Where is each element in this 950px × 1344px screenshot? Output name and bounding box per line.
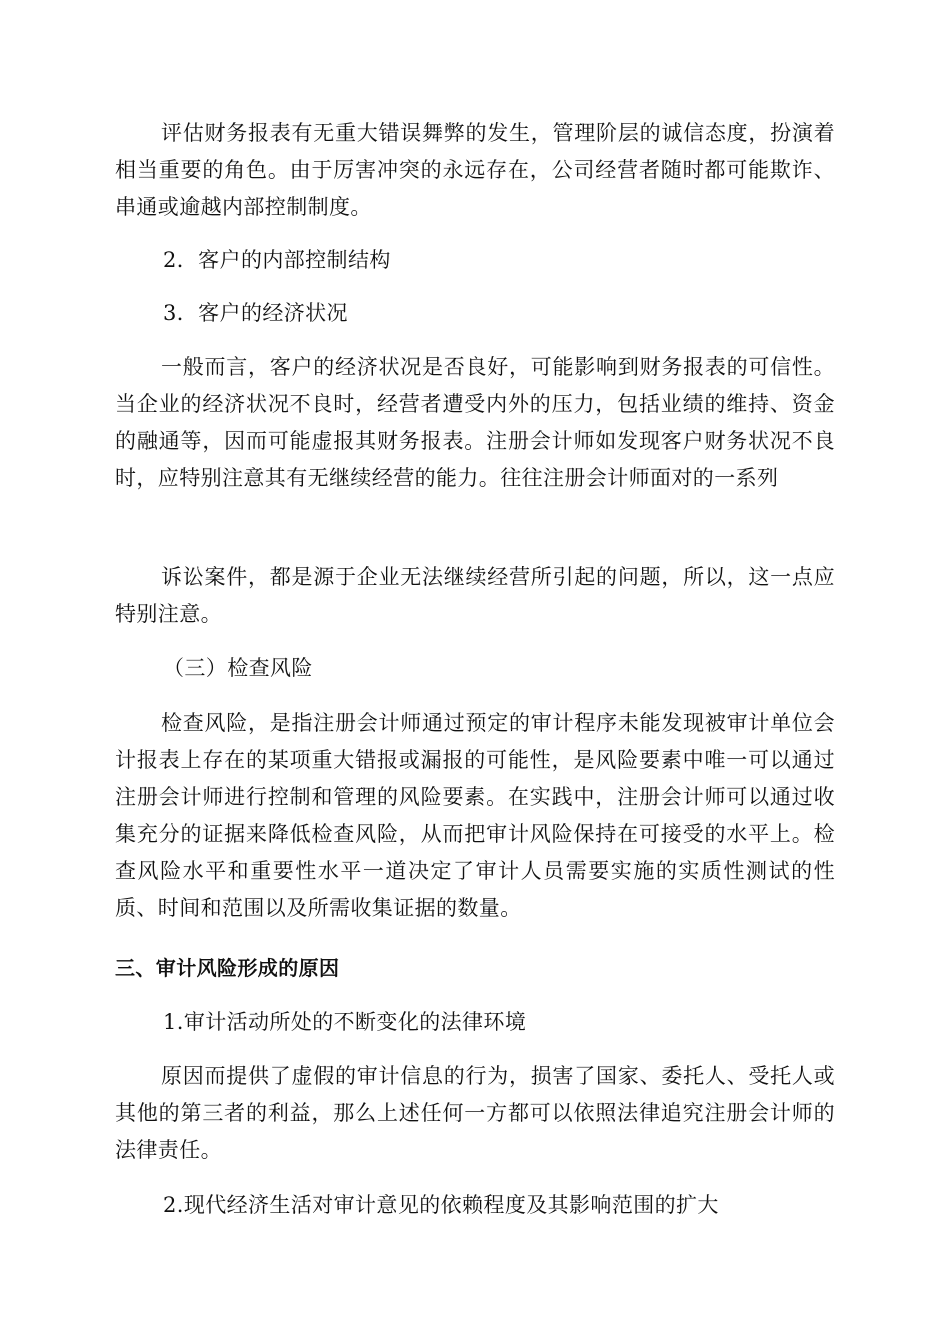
- cause-legal-environment: 1.审计活动所处的不断变化的法律环境: [163, 1010, 527, 1034]
- paragraph-management-integrity: 评估财务报表有无重大错误舞弊的发生，管理阶层的诚信态度，扮演着相当重要的角色。由于厉害冲突的永远存在，公司经营者随时都可能欺诈、串通或逾越内部控制制度。: [115, 121, 835, 219]
- paragraph-detection-risk: 检查风险，是指注册会计师通过预定的审计程序未能发现被审计单位会计报表上存在的某项重大错报或漏报的可能性，是风险要素中唯一可以通过注册会计师进行控制和管理的风险要素。在实践中，注册会计师可以通过收集充分的证据来降低检查风险，从而把审计风险保持在可接受的水平上。检查风险水平和重要性水平一道决定了审计人员需要实施的实质性测试的性质、时间和范围以及所需收集证据的数量。: [115, 711, 835, 920]
- subheading-detection-risk: （三）检查风险: [163, 656, 313, 680]
- item-economic-condition: 3．客户的经济状况: [163, 301, 348, 325]
- paragraph-legal-liability: 原因而提供了虚假的审计信息的行为，损害了国家、委托人、受托人或其他的第三者的利益，那么上述任何一方都可以依照法律追究注册会计师的法律责任。: [115, 1064, 835, 1162]
- item-internal-control-structure: 2．客户的内部控制结构: [163, 248, 391, 272]
- paragraph-litigation: 诉讼案件，都是源于企业无法继续经营所引起的问题，所以，这一点应特别注意。: [115, 565, 835, 626]
- section-heading-causes: 三、审计风险形成的原因: [115, 956, 340, 980]
- paragraph-economic-condition: 一般而言，客户的经济状况是否良好，可能影响到财务报表的可信性。当企业的经济状况不良时，经营者遭受内外的压力，包括业绩的维持、资金的融通等，因而可能虚报其财务报表。注册会计师如发现客户财务状况不良时，应特别注意其有无继续经营的能力。往往注册会计师面对的一系列: [115, 355, 835, 490]
- cause-reliance-on-audit-opinion: 2.现代经济生活对审计意见的依赖程度及其影响范围的扩大: [163, 1193, 719, 1217]
